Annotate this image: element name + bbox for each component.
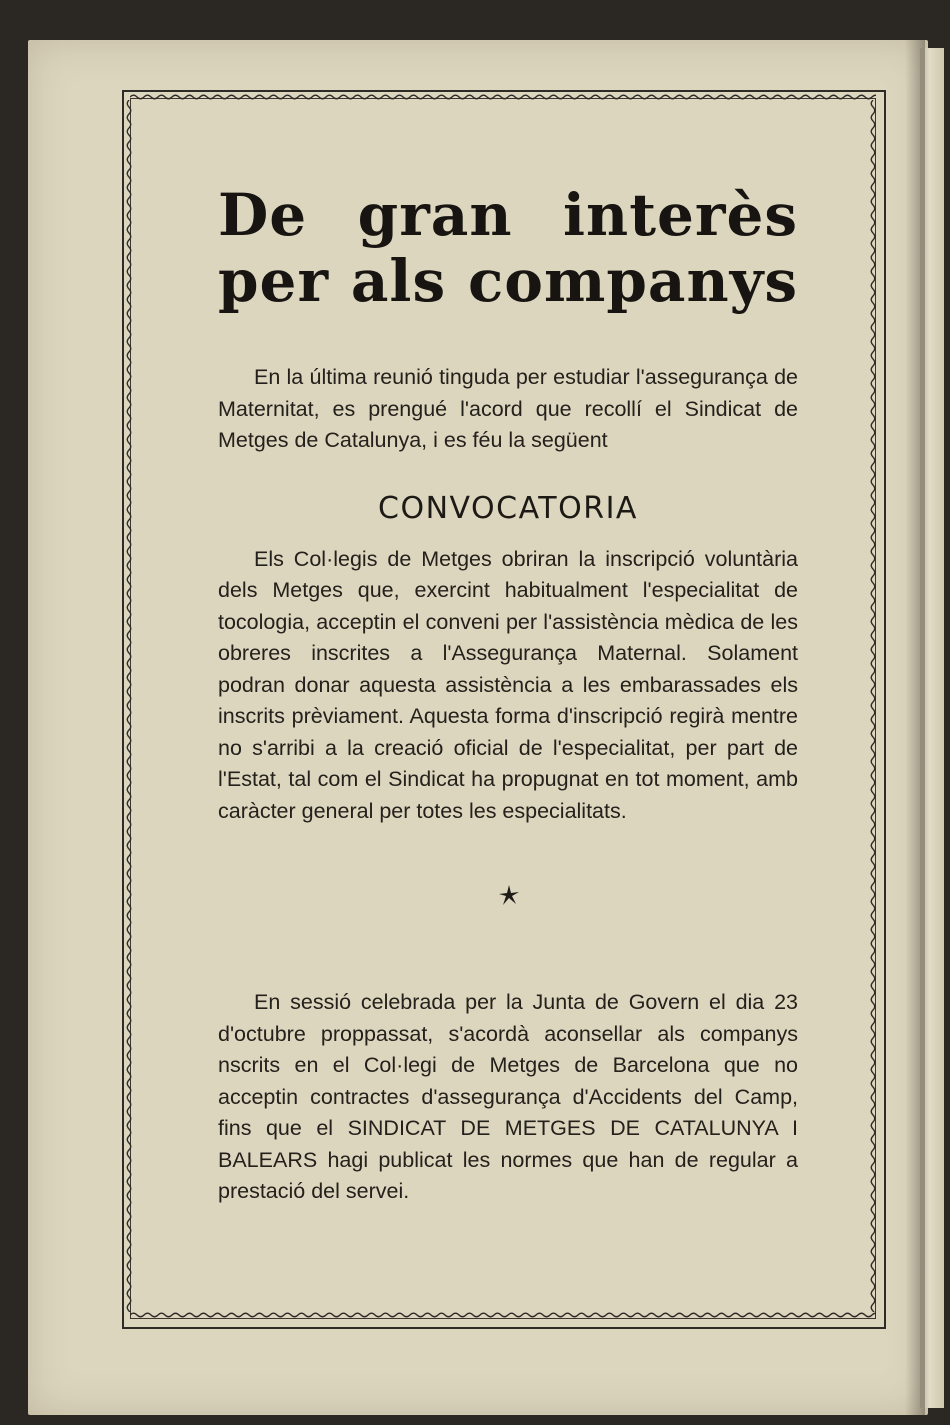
- binding-shadow: [905, 40, 925, 1415]
- wavy-border-right: [868, 100, 878, 1312]
- wavy-border-bottom: [130, 1310, 876, 1320]
- title-line-1: De gran interès: [218, 181, 798, 249]
- wavy-border-top: [130, 92, 876, 102]
- wavy-border-left: [124, 100, 134, 1312]
- section-heading: CONVOCATORIA: [378, 490, 638, 526]
- star-icon: [498, 884, 520, 906]
- article-title: [218, 182, 798, 314]
- article-body: [218, 170, 798, 1208]
- intro-paragraph: En la última reunió tinguda per estudiar l'assegurança de Maternitat, es prengué l'acord que recollí el Sindicat de Metges de Catalunya, i es féu la següent: [218, 365, 798, 452]
- title-line-2: per als companys: [218, 247, 798, 315]
- convocatoria-paragraph: Els Col·legis de Metges obriran la inscripció voluntària dels Metges que, exercint habitualment l'especialitat de tocologia, acceptin el conveni per l'assistència mèdica de les obreres inscrites a l'Assegurança Maternal. Solament podran donar aquesta assistència a les embarassades els inscrits prèviament. Aquesta forma d'inscripció regirà mentre no s'arribi a la creació oficial de l'especialitat, per part de l'Estat, tal com el Sindicat ha propugnat en tot moment, amb caràcter general per totes les especialitats.: [218, 546, 798, 823]
- session-paragraph: En sessió celebrada per la Junta de Govern el dia 23 d'octubre proppassat, s'acordà aconsellar als companys nscrits en el Col·legi de Metges de Barcelona que no acceptin contractes d'assegurança d'Accidents del Camp, fins que el SINDICAT DE METGES DE CATALUNYA I BALEARS hagi publicat les normes que han de regular a prestació del servei.: [218, 990, 798, 1203]
